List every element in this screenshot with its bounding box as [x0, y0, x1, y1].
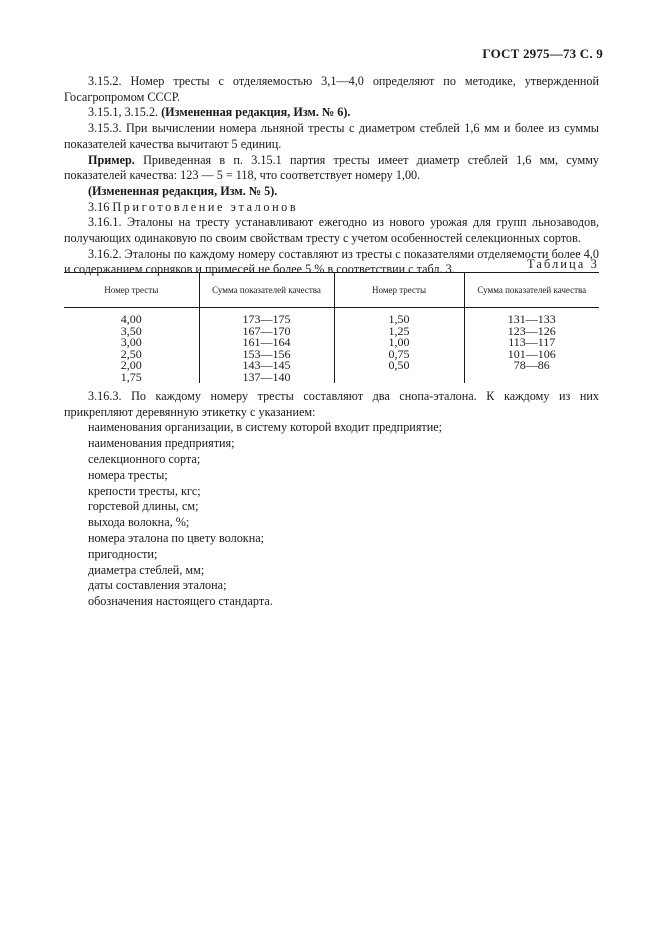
retting-table	[64, 272, 599, 383]
list-item: даты составления эталона;	[88, 578, 227, 593]
col-header-sum-1: Сумма показателей качества	[199, 273, 334, 308]
table-row	[64, 372, 599, 384]
amendment-label-5: (Измененная редакция, Изм. № 5).	[88, 183, 278, 198]
amendment-ref: 3.15.1, 3.15.2.	[88, 105, 159, 120]
table-cell: 0,50	[334, 360, 464, 372]
list-item: селекционного сорта;	[88, 452, 201, 466]
table-cell: 113—117	[464, 337, 599, 349]
list-item: номера тресты;	[88, 467, 168, 482]
col-header-number-1: Номер тресты	[64, 273, 199, 308]
col-header-sum-2: Сумма показателей качества	[464, 273, 599, 308]
section-heading-3-16	[64, 200, 599, 216]
table-cell: 3,00	[120, 335, 142, 349]
table-cell: 0,75	[334, 349, 464, 361]
table-row	[64, 308, 599, 326]
list-item: горстевой длины, см;	[88, 499, 199, 514]
table-cell	[334, 372, 464, 384]
section-number: 3.16	[88, 199, 110, 214]
table-cell: 1,25	[334, 326, 464, 338]
table-cell: 137—140	[199, 372, 334, 384]
table-row	[64, 360, 599, 372]
list-item: выхода волокна, %;	[88, 515, 190, 530]
list-item: пригодности;	[88, 546, 158, 561]
table-cell: 2,50	[120, 346, 142, 361]
paragraph-3-16-1: 3.16.1. Эталоны на тресту устанавливают ежегодно из нового урожая для групп льнозаводов, получающих одинаковую по своим свойствам тресту с учетом особенностей селекционных сортов.	[64, 215, 599, 246]
table-cell: 3,50	[120, 323, 142, 338]
example-label: Пример.	[88, 152, 135, 167]
table-cell: 153—156	[199, 349, 334, 361]
table-cell: 1,00	[334, 337, 464, 349]
label-fields-list	[64, 420, 599, 610]
lower-text-block	[64, 389, 599, 610]
table-cell: 123—126	[464, 326, 599, 338]
table-cell: 2,00	[120, 358, 142, 372]
table-cell: 167—170	[199, 326, 334, 338]
table-cell: 131—133	[464, 308, 599, 326]
list-item: наименования организации, в систему которой входит предприятие;	[88, 420, 443, 435]
list-item: диаметра стеблей, мм;	[88, 562, 205, 577]
table-caption: Таблица 3	[527, 257, 599, 271]
paragraph-3-15-2: 3.15.2. Номер тресты с отделяемостью 3,1—4,0 определяют по методике, утвержденной Госагропромом СССР.	[64, 74, 599, 104]
table-cell: 101—106	[464, 349, 599, 361]
upper-text-block	[64, 74, 599, 278]
table-cell: 173—175	[199, 308, 334, 326]
table-cell: 143—145	[199, 360, 334, 372]
amendment-note-6	[64, 105, 599, 121]
table-cell: 78—86	[464, 360, 599, 372]
list-item: номера эталона по цвету волокна;	[88, 530, 265, 545]
example-paragraph	[64, 153, 599, 184]
section-title: Приготовление эталонов	[112, 199, 299, 214]
table-cell: 1,75	[120, 369, 142, 384]
table-header-row	[64, 273, 599, 308]
list-item: наименования предприятия;	[88, 436, 235, 451]
paragraph-3-16-2: 3.16.2. Эталоны по каждому номеру составляют из тресты с показателями отделяемости более 4,0 и содержанием сорняков и примесей не более 5 % в соответствии с табл. 3.	[64, 246, 599, 277]
list-item: обозначения настоящего стандарта.	[88, 594, 273, 609]
table-cell: 4,00	[120, 312, 142, 326]
paragraph-3-15-3: 3.15.3. При вычислении номера льняной тресты с диаметром стеблей 1,6 мм и более из суммы показателей качества вычитают 5 единиц.	[64, 121, 599, 151]
amendment-label: (Измененная редакция, Изм. № 6).	[161, 105, 351, 120]
table-cell	[464, 372, 599, 384]
col-header-number-2: Номер тресты	[334, 273, 464, 308]
paragraph-3-16-3: 3.16.3. По каждому номеру тресты составляют два снопа-эталона. К каждому из них прикрепляют деревянную этикетку с указанием:	[64, 389, 599, 419]
table-cell: 161—164	[199, 337, 334, 349]
list-item: крепости тресты, кгс;	[88, 483, 201, 498]
amendment-note-5	[64, 184, 599, 200]
table-cell: 1,50	[334, 308, 464, 326]
page-header: ГОСТ 2975—73 С. 9	[482, 46, 603, 61]
example-text: Приведенная в п. 3.15.1 партия тресты имеет диаметр стеблей 1,6 мм, сумму показателей качества: 123 — 5 = 118, что соответствует номеру 1,00.	[64, 152, 600, 183]
